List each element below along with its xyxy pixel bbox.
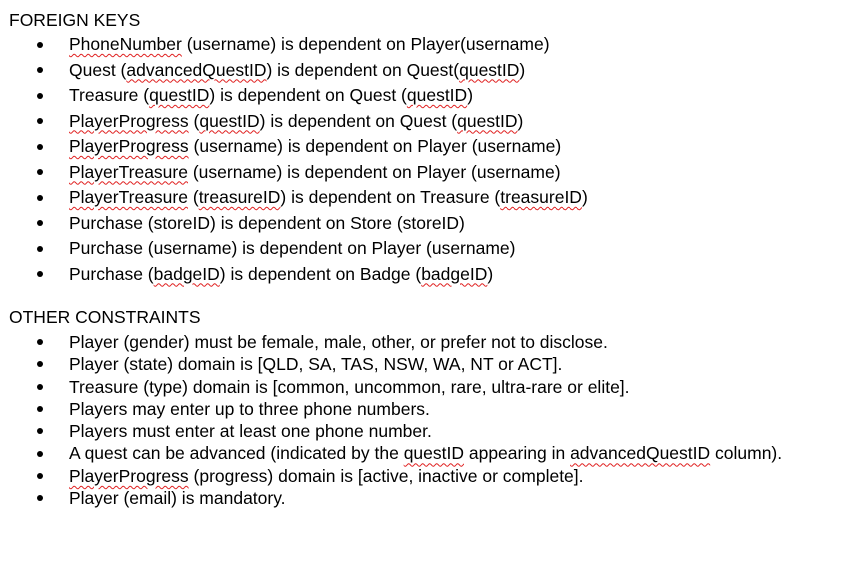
item-text: ) is dependent on Quest ( bbox=[209, 85, 407, 105]
list-item bbox=[0, 32, 588, 58]
foreign-keys-heading: FOREIGN KEYS bbox=[9, 10, 141, 30]
item-text: ) bbox=[519, 59, 526, 80]
bullet-icon bbox=[37, 473, 43, 479]
item-text: Purchase (storeID) is dependent on Store (storeID) bbox=[69, 212, 465, 233]
bullet-icon bbox=[37, 451, 43, 457]
bullet-icon bbox=[37, 406, 43, 412]
list-item bbox=[0, 185, 588, 211]
list-item bbox=[0, 134, 588, 160]
list-item bbox=[0, 420, 782, 442]
list-item bbox=[0, 465, 782, 487]
list-item bbox=[0, 236, 588, 262]
list-item bbox=[0, 376, 782, 398]
bullet-icon bbox=[37, 93, 43, 99]
spellcheck-word: PlayerTreasure bbox=[69, 187, 188, 207]
bullet-icon bbox=[37, 67, 43, 73]
item-text: Quest ( bbox=[69, 59, 127, 80]
spellcheck-word: PlayerTreasure bbox=[69, 161, 188, 182]
item-text: ) is dependent on Quest( bbox=[266, 59, 460, 80]
bullet-icon bbox=[37, 339, 43, 345]
spellcheck-word: PhoneNumber bbox=[69, 34, 182, 54]
item-text: ) bbox=[467, 85, 474, 105]
item-text: ) bbox=[517, 110, 524, 131]
item-text: (username) is dependent on Player (username) bbox=[188, 136, 562, 156]
item-text: ) is dependent on Treasure ( bbox=[280, 187, 501, 207]
spellcheck-word: questID bbox=[406, 85, 468, 105]
bullet-icon bbox=[37, 195, 43, 201]
spellcheck-word: treasureID bbox=[500, 187, 582, 207]
item-text: Player (email) is mandatory. bbox=[69, 488, 286, 509]
spellcheck-word: PlayerProgress bbox=[69, 465, 189, 486]
other-constraints-list bbox=[0, 331, 782, 509]
list-item bbox=[0, 398, 782, 420]
bullet-icon bbox=[37, 428, 43, 434]
bullet-icon bbox=[37, 144, 43, 150]
spellcheck-word: advancedQuestID bbox=[570, 443, 711, 464]
bullet-icon bbox=[37, 42, 43, 48]
item-text: Player (state) domain is [QLD, SA, TAS, NSW, WA, NT or ACT]. bbox=[69, 354, 563, 375]
list-item bbox=[0, 442, 782, 464]
item-text: Purchase (username) is dependent on Player (username) bbox=[69, 238, 516, 258]
item-text: ( bbox=[187, 187, 199, 207]
item-text: ( bbox=[188, 110, 200, 131]
item-text: appearing in bbox=[464, 443, 571, 464]
list-item bbox=[0, 331, 782, 353]
spellcheck-word: badgeID bbox=[421, 263, 488, 284]
item-text: column). bbox=[710, 443, 783, 464]
list-item bbox=[0, 262, 588, 288]
item-text: ) bbox=[487, 263, 494, 284]
spellcheck-word: badgeID bbox=[153, 263, 220, 284]
item-text: Treasure ( bbox=[69, 85, 150, 105]
bullet-icon bbox=[37, 361, 43, 367]
spellcheck-word: questID bbox=[199, 110, 260, 131]
item-text: (username) is dependent on Player (username) bbox=[187, 161, 561, 182]
foreign-keys-list bbox=[0, 32, 588, 287]
item-text: Players may enter up to three phone numbers. bbox=[69, 398, 430, 419]
spellcheck-word: PlayerProgress bbox=[69, 110, 189, 131]
list-item bbox=[0, 58, 588, 84]
item-text: (username) is dependent on Player(username) bbox=[181, 34, 550, 54]
list-item bbox=[0, 109, 588, 135]
spellcheck-word: questID bbox=[457, 110, 518, 131]
spellcheck-word: treasureID bbox=[198, 187, 281, 207]
list-item bbox=[0, 160, 588, 186]
bullet-icon bbox=[37, 220, 43, 226]
list-item bbox=[0, 211, 588, 237]
bullet-icon bbox=[37, 384, 43, 390]
list-item bbox=[0, 353, 782, 375]
bullet-icon bbox=[37, 118, 43, 124]
spellcheck-word: advancedQuestID bbox=[126, 59, 267, 80]
other-constraints-heading: OTHER CONSTRAINTS bbox=[9, 307, 201, 327]
spellcheck-word: PlayerProgress bbox=[69, 136, 189, 156]
list-item bbox=[0, 487, 782, 509]
item-text: A quest can be advanced (indicated by the bbox=[69, 443, 404, 464]
spellcheck-word: questID bbox=[459, 59, 520, 80]
item-text: Treasure (type) domain is [common, uncommon, rare, ultra-rare or elite]. bbox=[69, 376, 630, 397]
spellcheck-word: questID bbox=[403, 443, 464, 464]
bullet-icon bbox=[37, 169, 43, 175]
item-text: Purchase ( bbox=[69, 263, 154, 284]
item-text: ) is dependent on Quest ( bbox=[259, 110, 458, 131]
bullet-icon bbox=[37, 495, 43, 501]
bullet-icon bbox=[37, 271, 43, 277]
item-text: ) is dependent on Badge ( bbox=[219, 263, 422, 284]
item-text: Player (gender) must be female, male, other, or prefer not to disclose. bbox=[69, 332, 608, 352]
item-text: (progress) domain is [active, inactive or complete]. bbox=[188, 465, 584, 486]
item-text: Players must enter at least one phone number. bbox=[69, 421, 432, 442]
bullet-icon bbox=[37, 246, 43, 252]
list-item bbox=[0, 83, 588, 109]
item-text: ) bbox=[581, 187, 588, 207]
spellcheck-word: questID bbox=[149, 85, 210, 105]
